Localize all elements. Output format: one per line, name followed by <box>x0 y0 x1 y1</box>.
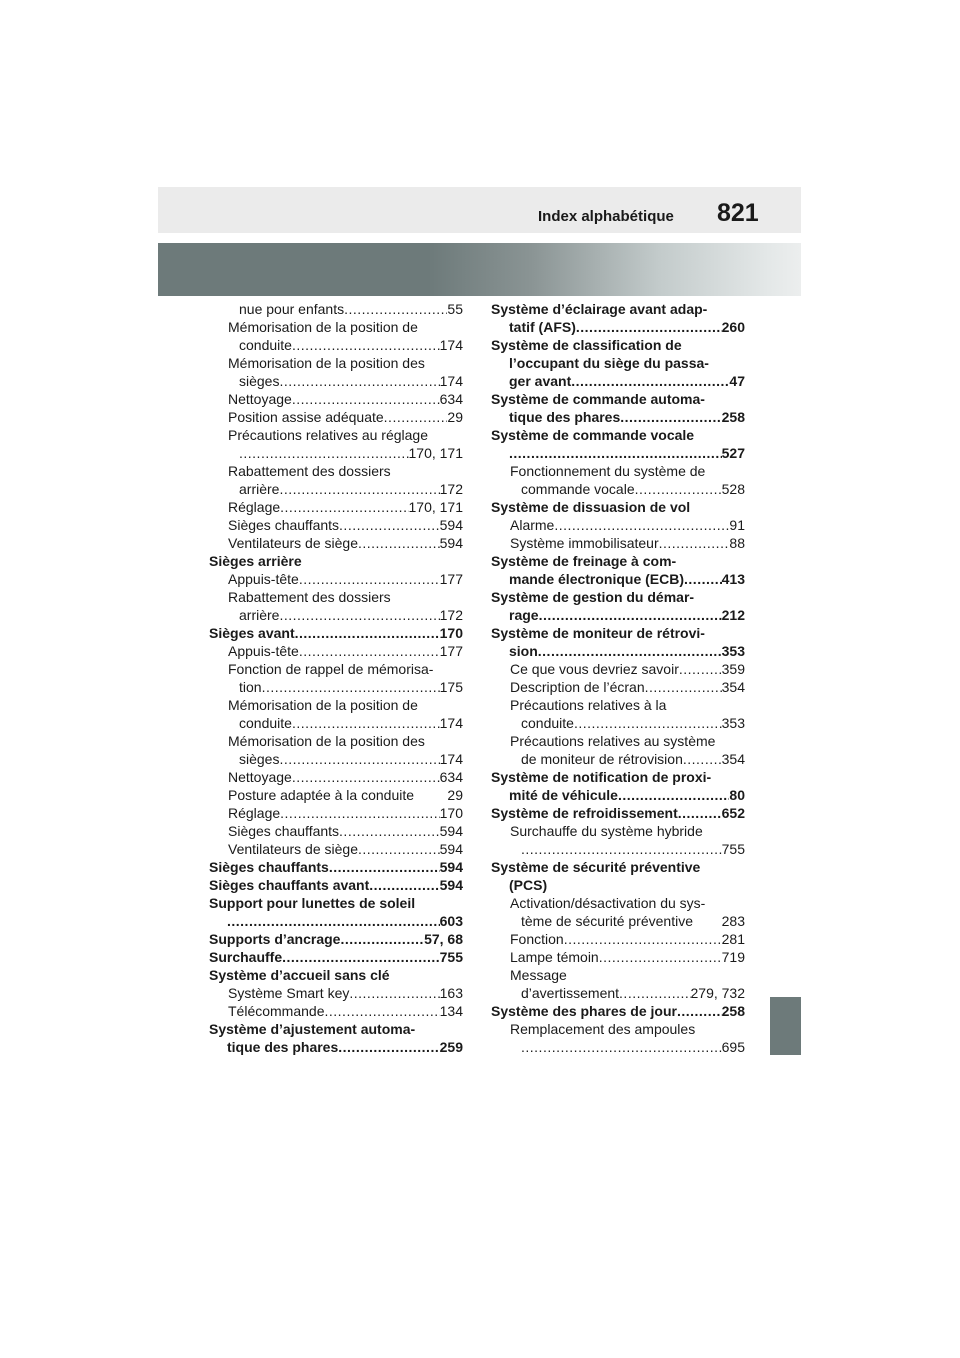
index-entry-text: Lampe témoin <box>510 949 599 965</box>
index-entry-text: l’occupant du siège du passa- <box>509 355 709 371</box>
index-entry <box>209 732 463 750</box>
index-entry-page: 163 <box>439 985 463 1001</box>
index-entry-text: conduite <box>239 715 292 731</box>
index-entry <box>209 984 463 1002</box>
index-entry <box>491 930 745 948</box>
index-entry-text: mité de véhicule <box>509 787 618 803</box>
dot-leader <box>279 480 439 498</box>
index-entry <box>209 570 463 588</box>
dot-leader <box>339 516 440 534</box>
index-entry <box>491 1038 745 1056</box>
index-entry <box>491 552 745 570</box>
index-entry <box>491 642 745 660</box>
dot-leader <box>295 624 440 642</box>
index-entry-text: conduite <box>239 337 292 353</box>
index-entry-text: Appuis-tête <box>228 643 299 659</box>
index-entry <box>209 768 463 786</box>
index-entry-text: Précautions relatives à la <box>510 697 667 713</box>
index-entry-text: Nettoyage <box>228 769 292 785</box>
dot-leader <box>299 570 440 588</box>
index-entry-text: de moniteur de rétrovision <box>521 751 683 767</box>
index-entry-text: Télécommande <box>228 1003 325 1019</box>
dot-leader <box>384 408 448 426</box>
index-entry-text: Système d’éclairage avant adap- <box>491 301 708 317</box>
index-entry-text: Support pour lunettes de soleil <box>209 895 416 911</box>
index-entry <box>209 822 463 840</box>
index-entry-page: 172 <box>439 607 463 623</box>
dot-leader <box>329 858 440 876</box>
index-entry <box>209 300 463 318</box>
dot-leader <box>618 786 729 804</box>
index-entry <box>491 462 745 480</box>
index-entry <box>209 750 463 768</box>
index-entry <box>209 786 463 804</box>
index-entry-text: Fonction <box>510 931 564 947</box>
section-title: Index alphabétique <box>538 208 674 225</box>
index-entry <box>209 390 463 408</box>
dot-leader <box>227 912 440 930</box>
dot-leader <box>571 372 729 390</box>
dot-leader <box>635 480 722 498</box>
index-entry-text: sion <box>509 643 538 659</box>
index-entry <box>209 1038 463 1056</box>
index-entry-page: 170, 171 <box>408 445 463 461</box>
index-entry <box>491 984 745 1002</box>
index-entry <box>491 696 745 714</box>
index-entry <box>491 606 745 624</box>
dot-leader <box>292 768 440 786</box>
index-entry-page: 594 <box>439 841 463 857</box>
dot-leader <box>239 444 409 462</box>
index-entry <box>209 894 463 912</box>
dot-leader <box>325 1002 440 1020</box>
index-entry-page: 170, 171 <box>408 499 463 515</box>
index-entry-text: Ventilateurs de siège <box>228 535 358 551</box>
index-entry <box>491 714 745 732</box>
index-entry <box>209 318 463 336</box>
dot-leader <box>576 318 722 336</box>
index-entry <box>491 570 745 588</box>
index-entry-page: 652 <box>721 805 745 821</box>
index-entry-page: 260 <box>721 319 745 335</box>
index-entry-text: Appuis-tête <box>228 571 299 587</box>
dot-leader <box>339 822 440 840</box>
index-entry-text: Alarme <box>510 517 555 533</box>
index-entry <box>491 858 745 876</box>
dot-leader <box>340 930 424 948</box>
index-entry-page: 177 <box>439 571 463 587</box>
index-entry <box>491 1020 745 1038</box>
index-entry-page: 258 <box>721 409 745 425</box>
index-entry-text: mande électronique (ECB) <box>509 571 685 587</box>
index-entry-page: 259 <box>439 1039 463 1055</box>
index-entry-text: tatif (AFS) <box>509 319 576 335</box>
index-entry-text: Mémorisation de la position des <box>228 355 425 371</box>
index-entry-text: Système Smart key <box>228 985 350 1001</box>
index-entry-page: 353 <box>721 643 745 659</box>
index-entry <box>491 840 745 858</box>
dot-leader <box>262 678 440 696</box>
index-entry-page: 29 <box>447 409 463 425</box>
dot-leader <box>349 984 439 1002</box>
dot-leader <box>538 642 722 660</box>
index-entry-text: Surchauffe <box>209 949 283 965</box>
dot-leader <box>369 876 439 894</box>
index-entry-text: (PCS) <box>509 877 548 893</box>
index-entry-page: 177 <box>439 643 463 659</box>
index-entry <box>209 1002 463 1020</box>
index-entry <box>491 912 745 930</box>
index-entry <box>209 534 463 552</box>
index-entry <box>491 300 745 318</box>
index-entry-page: 88 <box>729 535 745 551</box>
index-entry-page: 174 <box>439 751 463 767</box>
dot-leader <box>358 534 440 552</box>
dot-leader <box>679 660 722 678</box>
index-entry-text: rage <box>509 607 539 623</box>
index-entry <box>491 786 745 804</box>
index-entry <box>491 390 745 408</box>
index-entry <box>209 606 463 624</box>
index-entry-text: Précautions relatives au système <box>510 733 716 749</box>
index-entry-page: 594 <box>439 877 463 893</box>
index-entry-text: arrière <box>239 607 280 623</box>
index-entry-text: Fonction de rappel de mémorisa- <box>228 661 434 677</box>
index-entry <box>491 966 745 984</box>
index-entry <box>209 624 463 642</box>
dot-leader <box>292 714 440 732</box>
index-entry-text: Système de refroidissement <box>491 805 678 821</box>
header-decorative-band <box>158 243 801 296</box>
index-entry <box>209 930 463 948</box>
index-entry <box>209 516 463 534</box>
index-entry-page: 134 <box>439 1003 463 1019</box>
index-entry-text: nue pour enfants <box>239 301 345 317</box>
index-entry-text: Système des phares de jour <box>491 1003 677 1019</box>
index-entry-text: Message <box>510 967 567 983</box>
index-entry <box>209 372 463 390</box>
index-entry <box>491 660 745 678</box>
index-entry-text: Posture adaptée à la conduite <box>228 787 415 803</box>
index-entry <box>209 948 463 966</box>
index-entry-page: 174 <box>439 715 463 731</box>
dot-leader <box>279 372 439 390</box>
dot-leader <box>282 948 440 966</box>
index-entry-text: Ventilateurs de siège <box>228 841 358 857</box>
index-entry-text: sièges <box>239 751 280 767</box>
index-entry-text: Activation/désactivation du sys- <box>510 895 706 911</box>
index-entry-page: 174 <box>439 373 463 389</box>
index-entry <box>209 354 463 372</box>
index-entry-page: 170 <box>439 805 463 821</box>
index-column-left <box>209 300 463 1056</box>
index-entry-text: sièges <box>239 373 280 389</box>
index-entry <box>209 462 463 480</box>
index-entry <box>491 336 745 354</box>
index-entry <box>491 948 745 966</box>
index-entry-text: Système de moniteur de rétrovi- <box>491 625 705 641</box>
dot-leader <box>645 678 722 696</box>
index-entry <box>491 318 745 336</box>
index-entry <box>491 822 745 840</box>
index-entry-text: tème de sécurité préventive <box>521 913 693 929</box>
dot-leader <box>684 570 722 588</box>
index-entry-text: Supports d’ancrage <box>209 931 341 947</box>
index-entry-page: 55 <box>447 301 463 317</box>
index-entry <box>209 588 463 606</box>
dot-leader <box>554 516 729 534</box>
dot-leader <box>292 336 440 354</box>
page-header <box>158 187 801 233</box>
index-entry-text: Système d’accueil sans clé <box>209 967 390 983</box>
dot-leader <box>564 930 722 948</box>
index-entry-text: tique des phares <box>227 1039 339 1055</box>
index-entry-page: 57, 68 <box>424 931 463 947</box>
index-entry-text: Système de classification de <box>491 337 682 353</box>
dot-leader <box>521 1038 722 1056</box>
index-entry <box>491 750 745 768</box>
index-entry <box>209 696 463 714</box>
index-entry-text: Mémorisation de la position des <box>228 733 425 749</box>
index-entry-text: Mémorisation de la position de <box>228 319 418 335</box>
index-entry-page: 283 <box>721 913 745 929</box>
index-entry-text: ger avant <box>509 373 572 389</box>
index-entry <box>209 678 463 696</box>
index-entry-page: 527 <box>721 445 745 461</box>
index-entry-page: 174 <box>439 337 463 353</box>
index-entry-text: Nettoyage <box>228 391 292 407</box>
index-entry <box>491 732 745 750</box>
index-entry-page: 594 <box>439 823 463 839</box>
dot-leader <box>539 606 722 624</box>
index-entry <box>491 426 745 444</box>
dot-leader <box>280 498 408 516</box>
index-entry-page: 172 <box>439 481 463 497</box>
dot-leader <box>599 948 722 966</box>
index-entry <box>209 966 463 984</box>
dot-leader <box>677 1002 722 1020</box>
index-entry-text: Système de gestion du démar- <box>491 589 695 605</box>
index-entry-text: Description de l’écran <box>510 679 645 695</box>
index-entry-text: Système immobilisateur <box>510 535 659 551</box>
index-entry <box>491 624 745 642</box>
index-entry <box>491 768 745 786</box>
index-entry-text: Système de commande vocale <box>491 427 695 443</box>
index-entry-text: Précautions relatives au réglage <box>228 427 429 443</box>
index-entry-text: Rabattement des dossiers <box>228 463 391 479</box>
dot-leader <box>338 1038 439 1056</box>
index-entry <box>491 354 745 372</box>
index-entry-text: Système de freinage à com- <box>491 553 677 569</box>
index-entry <box>209 876 463 894</box>
index-entry <box>209 408 463 426</box>
index-entry-text: Sièges arrière <box>209 553 302 569</box>
index-entry <box>491 588 745 606</box>
index-entry <box>209 336 463 354</box>
index-entry-text: Sièges chauffants <box>228 517 340 533</box>
index-entry <box>491 480 745 498</box>
index-entry-page: 594 <box>439 859 463 875</box>
index-entry <box>491 498 745 516</box>
index-entry-page: 634 <box>439 769 463 785</box>
index-entry <box>209 642 463 660</box>
index-entry-page: 528 <box>721 481 745 497</box>
index-entry-text: Système d’ajustement automa- <box>209 1021 416 1037</box>
dot-leader <box>509 444 722 462</box>
index-entry-page: 695 <box>721 1039 745 1055</box>
index-entry-page: 258 <box>721 1003 745 1019</box>
dot-leader <box>620 408 721 426</box>
index-entry <box>491 408 745 426</box>
index-entry-text: Sièges avant <box>209 625 295 641</box>
index-entry-text: Réglage <box>228 499 281 515</box>
dot-leader <box>279 750 439 768</box>
index-entry <box>209 840 463 858</box>
index-entry-text: commande vocale <box>521 481 635 497</box>
index-entry-text: Système de sécurité préventive <box>491 859 701 875</box>
index-entry-page: 175 <box>439 679 463 695</box>
index-entry-page: 91 <box>729 517 745 533</box>
index-entry-text: conduite <box>521 715 574 731</box>
index-entry-page: 755 <box>721 841 745 857</box>
index-entry-page: 719 <box>721 949 745 965</box>
index-entry-page: 594 <box>439 517 463 533</box>
index-entry <box>209 660 463 678</box>
index-entry <box>491 444 745 462</box>
index-entry-text: Système de commande automa- <box>491 391 705 407</box>
index-entry <box>491 678 745 696</box>
dot-leader <box>280 804 439 822</box>
dot-leader <box>279 606 439 624</box>
index-entry-page: 603 <box>439 913 463 929</box>
index-entry-page: 594 <box>439 535 463 551</box>
index-entry <box>491 876 745 894</box>
index-entry <box>491 534 745 552</box>
dot-leader <box>683 750 722 768</box>
index-entry-page: 755 <box>439 949 463 965</box>
dot-leader <box>521 840 722 858</box>
index-entry-text: Sièges chauffants avant <box>209 877 370 893</box>
dot-leader <box>659 534 730 552</box>
index-entry-text: Position assise adéquate <box>228 409 384 425</box>
dot-leader <box>574 714 722 732</box>
index-entry-page: 279, 732 <box>690 985 745 1001</box>
index-entry-text: Remplacement des ampoules <box>510 1021 696 1037</box>
index-entry-text: Fonctionnement du système de <box>510 463 706 479</box>
index-entry-text: Ce que vous devriez savoir <box>510 661 679 677</box>
index-entry-text: Système de dissuasion de vol <box>491 499 691 515</box>
index-entry-text: Mémorisation de la position de <box>228 697 418 713</box>
index-entry-page: 354 <box>721 751 745 767</box>
dot-leader <box>292 390 440 408</box>
index-entry <box>491 894 745 912</box>
dot-leader <box>619 984 690 1002</box>
dot-leader <box>299 642 440 660</box>
index-entry <box>491 516 745 534</box>
index-entry-text: Surchauffe du système hybride <box>510 823 703 839</box>
index-entry-page: 634 <box>439 391 463 407</box>
index-entry-text: Réglage <box>228 805 281 821</box>
index-entry-text: arrière <box>239 481 280 497</box>
dot-leader <box>678 804 722 822</box>
index-entry <box>209 1020 463 1038</box>
dot-leader <box>358 840 440 858</box>
index-entry <box>209 444 463 462</box>
index-entry-page: 413 <box>721 571 745 587</box>
page-number: 821 <box>717 199 759 227</box>
index-entry-page: 29 <box>447 787 463 803</box>
index-entry-page: 359 <box>721 661 745 677</box>
index-entry-text: tique des phares <box>509 409 621 425</box>
index-entry-page: 353 <box>721 715 745 731</box>
index-entry-page: 170 <box>439 625 463 641</box>
index-entry-text: Rabattement des dossiers <box>228 589 391 605</box>
index-entry-page: 281 <box>721 931 745 947</box>
index-entry <box>209 804 463 822</box>
index-entry <box>209 498 463 516</box>
index-entry-page: 212 <box>721 607 745 623</box>
dot-leader <box>344 300 447 318</box>
index-entry <box>491 804 745 822</box>
index-entry-text: d’avertissement <box>521 985 620 1001</box>
index-entry <box>209 858 463 876</box>
index-entry-text: tion <box>239 679 262 695</box>
index-entry <box>209 552 463 570</box>
index-entry-text: Système de notification de proxi- <box>491 769 712 785</box>
index-entry-page: 354 <box>721 679 745 695</box>
index-entry <box>209 426 463 444</box>
section-thumb-tab <box>770 997 801 1055</box>
index-entry <box>209 480 463 498</box>
index-entry-text: Sièges chauffants <box>228 823 340 839</box>
index-entry <box>209 714 463 732</box>
index-entry <box>209 912 463 930</box>
index-entry-page: 47 <box>729 373 745 389</box>
index-column-right <box>491 300 745 1056</box>
index-entry <box>491 1002 745 1020</box>
index-entry-page: 80 <box>729 787 745 803</box>
index-entry-text: Sièges chauffants <box>209 859 329 875</box>
index-entry <box>491 372 745 390</box>
